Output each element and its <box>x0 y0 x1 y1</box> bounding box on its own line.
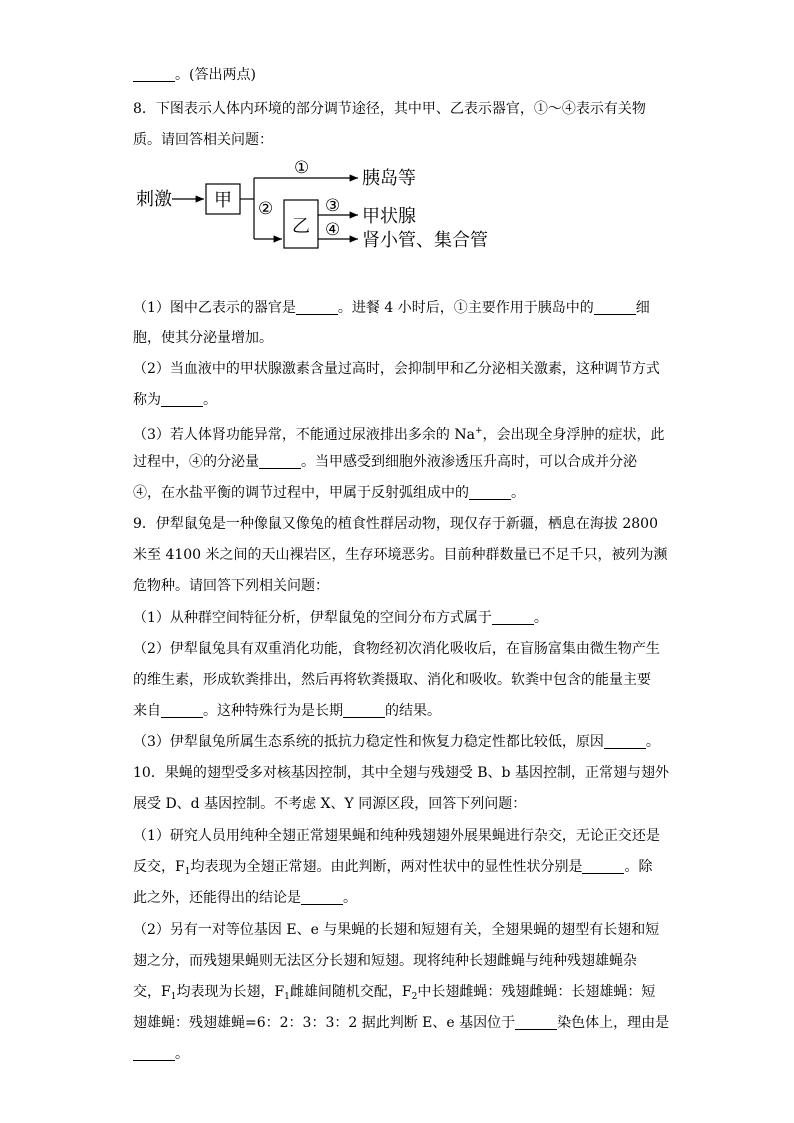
q8-sub3: （3）若人体肾功能异常，不能通过尿液排出多余的 Na+，会出现全身浮肿的症状，此 <box>133 426 665 443</box>
stimulus-label: 刺激 <box>136 189 172 210</box>
answer-blank[interactable] <box>343 703 385 718</box>
organ-jia-label: 甲 <box>214 190 232 211</box>
q10-sub2: （2）另有一对等位基因 E、e 与果蝇的长翅和短翅有关，全翅果蝇的翅型有长翅和短 <box>133 922 660 938</box>
answer-blank[interactable] <box>604 734 646 749</box>
answer-blank[interactable] <box>469 485 511 500</box>
answer-blank[interactable] <box>161 392 203 407</box>
q9-sub3: （3）伊犁鼠兔所属生态系统的抵抗力稳定性和恢复力稳定性都比较低，原因 。 <box>133 734 660 750</box>
question-9-stem-cont2: 危物种。请回答下列相关问题： <box>133 578 329 594</box>
q8-sub3-cont2: ④，在水盐平衡的调节过程中，甲属于反射弧组成中的 。 <box>133 485 525 501</box>
answer-blank[interactable] <box>301 890 343 905</box>
substance-3-label: ③ <box>325 196 341 216</box>
continuation-line: 。(答出两点) <box>133 65 256 85</box>
substance-1-label: ① <box>294 158 310 178</box>
q8-sub2: （2）当血液中的甲状腺激素含量过高时，会抑制甲和乙分泌相关激素，这种调节方式 <box>133 361 660 377</box>
q9-sub1: （1）从种群空间特征分析，伊犁鼠兔的空间分布方式属于 。 <box>133 610 548 626</box>
q8-sub1-cont: 胞，使其分泌量增加。 <box>133 330 273 346</box>
answer-blank[interactable] <box>133 1046 175 1061</box>
answer-blank[interactable] <box>515 1015 557 1030</box>
answer-blank[interactable] <box>492 610 534 625</box>
q10-sub1: （1）研究人员用纯种全翅正常翅果蝇和纯种残翅翅外展果蝇进行杂交，无论正交还是 <box>133 828 660 844</box>
question-8-stem-cont: 质。请回答相关问题： <box>133 132 273 148</box>
q10-sub2-cont4: 。 <box>133 1044 189 1064</box>
q10-sub1-cont2: 此之外，还能得出的结论是 。 <box>133 890 357 906</box>
q8-sub3-cont: 过程中，④的分泌量 。当甲感受到细胞外液渗透压升高时，可以合成并分泌 <box>133 454 637 470</box>
substance-2-label: ② <box>258 199 274 219</box>
q10-sub2-cont: 翅之分，而残翅果蝇则无法区分长翅和短翅。现将纯种长翅雌蝇与纯种残翅雄蝇杂 <box>133 953 637 969</box>
answer-blank[interactable] <box>582 859 624 874</box>
q10-sub1-cont: 反交，$F_1$均表现为全翅正常翅。由此判断，两对性状中的显性性状分别是 。除 <box>133 859 653 877</box>
q10-sub2-cont2: 交，$F_1$均表现为长翅，$F_1$雌雄间随机交配，$F_2$中长翅雌蝇：残翅雌蝇：长翅雄蝇：短 <box>133 984 656 1002</box>
question-9-stem: 9．伊犁鼠兔是一种像鼠又像兔的植食性群居动物，现仅存于新疆，栖息在海拔 2800 <box>133 516 658 532</box>
regulation-pathway-diagram <box>130 150 510 260</box>
q8-sub1: （1）图中乙表示的器官是 。进餐 4 小时后，①主要作用于胰岛中的 细 <box>133 300 650 316</box>
target-pancreatic-islets: 胰岛等 <box>362 168 416 189</box>
q10-sub2-cont3: 翅雄蝇：残翅雄蝇=6：2：3：3：2 据此判断 E、e 基因位于 染色体上，理由是 <box>133 1015 670 1031</box>
organ-yi-label: 乙 <box>292 216 310 237</box>
q9-sub2-cont2: 来自 。这种特殊行为是长期 的结果。 <box>133 703 441 719</box>
question-10-stem-cont: 展受 D、d 基因控制。不考虑 X、Y 同源区段，回答下列问题： <box>133 796 527 812</box>
question-9-stem-cont: 米至 4100 米之间的天山裸岩区，生存环境恶劣。目前种群数量已不足千只，被列为濒 <box>133 547 668 563</box>
q9-sub2: （2）伊犁鼠兔具有双重消化功能，食物经初次消化吸收后，在盲肠富集由微生物产生 <box>133 641 660 657</box>
answer-blank[interactable] <box>133 67 175 82</box>
q8-sub2-cont: 称为 。 <box>133 392 217 408</box>
answer-blank[interactable] <box>161 703 203 718</box>
answer-blank[interactable] <box>259 454 301 469</box>
answer-blank[interactable] <box>594 300 636 315</box>
q9-sub2-cont: 的维生素，形成软粪排出，然后再将软粪摄取、消化和吸收。软粪中包含的能量主要 <box>133 672 651 688</box>
question-10-stem: 10．果蝇的翅型受多对核基因控制，其中全翅与残翅受 B、b 基因控制，正常翅与翅外 <box>133 765 669 781</box>
target-kidney-tubules: 肾小管、集合管 <box>362 230 488 251</box>
answer-blank[interactable] <box>296 300 338 315</box>
question-8-stem: 8．下图表示人体内环境的部分调节途径，其中甲、乙表示器官，①～④表示有关物 <box>133 101 646 117</box>
target-thyroid: 甲状腺 <box>362 206 416 227</box>
substance-4-label: ④ <box>325 220 341 240</box>
